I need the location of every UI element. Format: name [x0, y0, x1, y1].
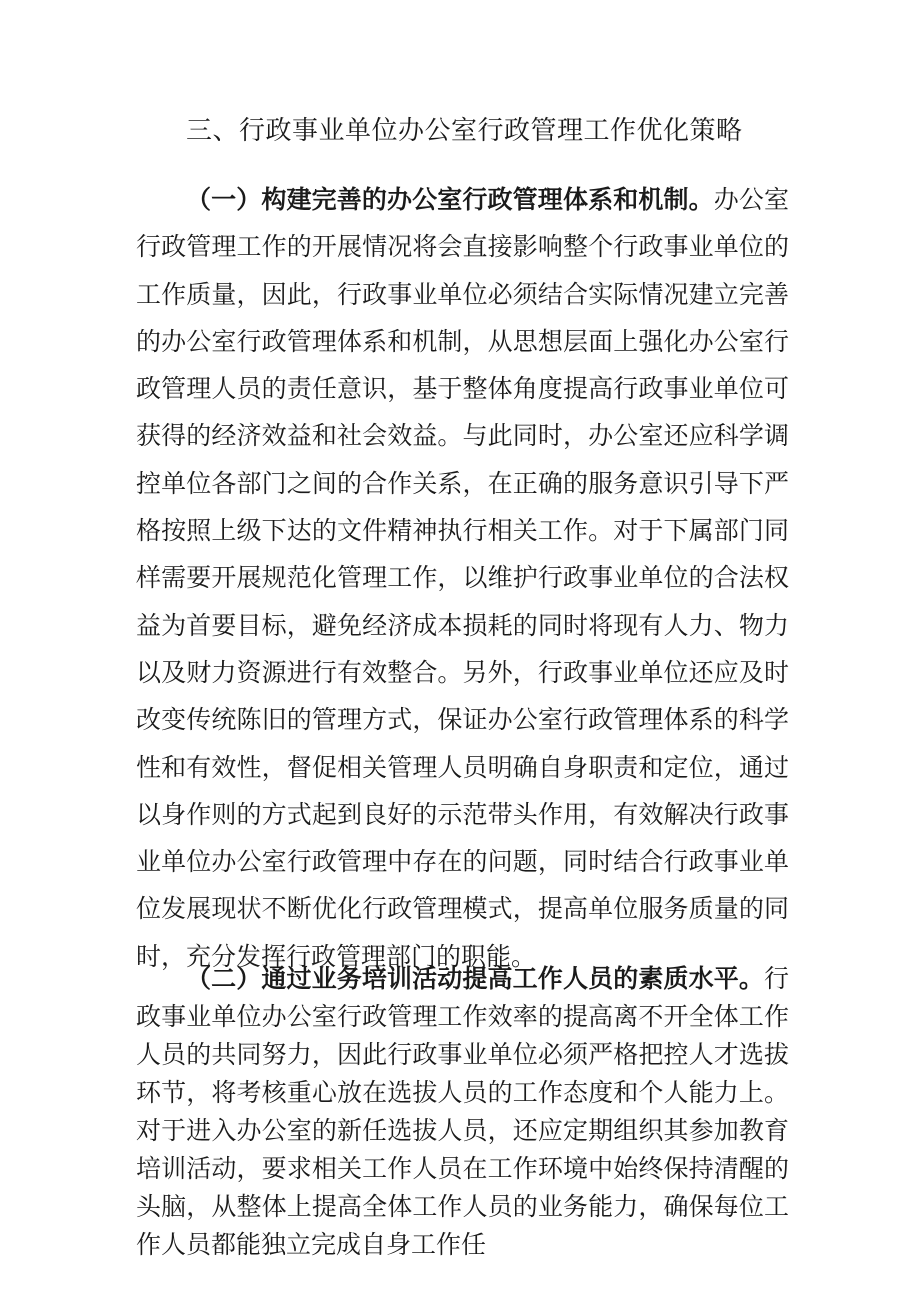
paragraph-2-body: 行政事业单位办公室行政管理工作效率的提高离不开全体工作人员的共同努力，因此行政事业单位必须严格把控人才选拔环节，将考核重心放在选拔人员的工作态度和个人能力上。对于进入办公室的新任选拔人员，还应定期组织其参加教育培训活动，要求相关工作人员在工作环境中始终保持清醒的头脑，从整体上提高全体工作人员的业务能力，确保每位工作人员都能独立完成自身工作任	[136, 964, 789, 1259]
paragraph-2	[136, 960, 789, 1264]
paragraph-1-body: 办公室行政管理工作的开展情况将会直接影响整个行政事业单位的工作质量，因此，行政事业单位必须结合实际情况建立完善的办公室行政管理体系和机制，从思想层面上强化办公室行政管理人员的责任意识，基于整体角度提高行政事业单位可获得的经济效益和社会效益。与此同时，办公室还应科学调控单位各部门之间的合作关系，在正确的服务意识引导下严格按照上级下达的文件精神执行相关工作。对于下属部门同样需要开展规范化管理工作，以维护行政事业单位的合法权益为首要目标，避免经济成本损耗的同时将现有人力、物力以及财力资源进行有效整合。另外，行政事业单位还应及时改变传统陈旧的管理方式，保证办公室行政管理体系的科学性和有效性，督促相关管理人员明确自身职责和定位，通过以身作则的方式起到良好的示范带头作用，有效解决行政事业单位办公室行政管理中存在的问题，同时结合行政事业单位发展现状不断优化行政管理模式，提高单位服务质量的同时，充分发挥行政管理部门的职能。	[136, 185, 789, 971]
section-heading: 三、行政事业单位办公室行政管理工作优化策略	[186, 116, 743, 146]
paragraph-2-lead: （二）通过业务培训活动提高工作人员的素质水平。	[186, 964, 764, 993]
paragraph-1	[136, 176, 789, 980]
paragraph-1-lead: （一）构建完善的办公室行政管理体系和机制。	[186, 185, 714, 214]
